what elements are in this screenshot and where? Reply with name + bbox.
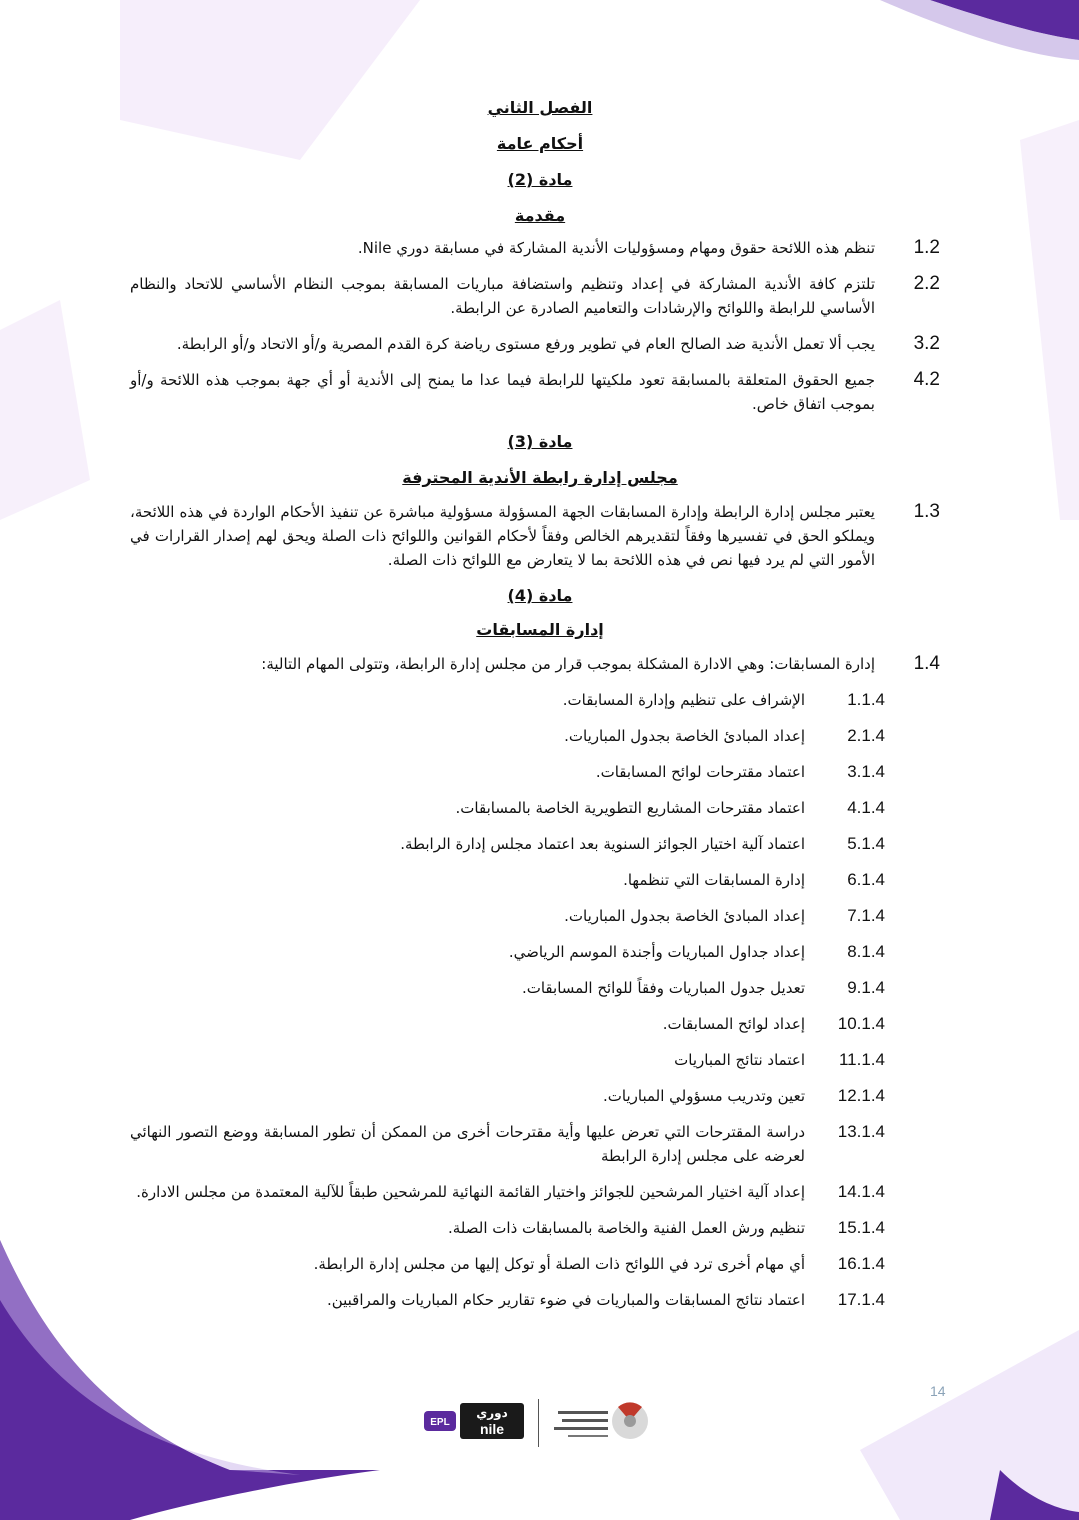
item-number: 7.1.4	[847, 906, 885, 925]
list-item	[125, 1288, 885, 1312]
list-item	[125, 500, 955, 572]
page-number: 14	[930, 1383, 946, 1399]
item-number: 8.1.4	[847, 942, 885, 961]
item-text: إعداد جداول المباريات وأجندة الموسم الرياضي.	[508, 943, 805, 961]
item-text: أي مهام أخرى ترد في اللوائح ذات الصلة أو توكل إليها من مجلس إدارة الرابطة.	[313, 1255, 805, 1273]
item-number: 2.2	[913, 273, 940, 294]
association-logo	[548, 1397, 658, 1447]
list-item	[125, 796, 885, 820]
item-text: اعتماد نتائج المسابقات والمباريات في ضوء تقارير حكام المباريات والمراقبين.	[326, 1291, 805, 1309]
item-number: 1.4	[913, 653, 940, 674]
document-body	[125, 96, 955, 1312]
item-text: اعتماد مقترحات المشاريع التطويرية الخاصة بالمسابقات.	[455, 799, 805, 817]
list-item	[125, 904, 885, 928]
list-item	[125, 688, 885, 712]
item-text: اعتماد مقترحات لوائح المسابقات.	[595, 763, 805, 781]
list-item	[125, 1084, 885, 1108]
league-logo	[420, 1397, 530, 1447]
board-title: مجلس إدارة رابطة الأندية المحترفة	[402, 468, 678, 487]
list-item	[125, 832, 885, 856]
item-number: 1.3	[913, 501, 940, 522]
item-number: 6.1.4	[847, 870, 885, 889]
item-text: يعتبر مجلس إدارة الرابطة وإدارة المسابقات الجهة المسؤولة مسؤولية مباشرة عن تنفيذ الأحكام الواردة في هذه اللائحة، ويملكو الحق في تفسيرها وفقاً لتقديرهم الخالص وفقاً لأحكام القوانين واللوائح ذات الصلة ويحق لهم إصدار القرارات في الأمور التي لم يرد فيها نص في هذه اللائحة بما لا يتعارض مع اللوائح ذات الصلة.	[130, 503, 875, 569]
list-item	[125, 332, 955, 356]
item-number: 14.1.4	[837, 1182, 885, 1201]
list-item	[125, 368, 955, 416]
list-item	[125, 1252, 885, 1276]
list-item	[125, 868, 885, 892]
item-number: 16.1.4	[837, 1254, 885, 1273]
league-badge-text: EPL	[430, 1417, 450, 1428]
item-text: الإشراف على تنظيم وإدارة المسابقات.	[562, 691, 805, 709]
item-text: تنظم هذه اللائحة حقوق ومهام ومسؤوليات الأندية المشاركة في مسابقة دوري Nile.	[357, 239, 875, 257]
item-number: 12.1.4	[837, 1086, 885, 1105]
article-2-list	[125, 236, 955, 416]
article-4-title: مادة (4)	[507, 586, 573, 605]
item-text: يجب ألا تعمل الأندية ضد الصالح العام في تطوير ورفع مستوى رياضة كرة القدم المصرية و/أو الاتحاد و/أو الرابطة.	[176, 335, 875, 353]
list-item	[125, 1012, 885, 1036]
list-item	[125, 236, 955, 260]
league-logo-name: nile	[479, 1421, 505, 1437]
list-item	[125, 272, 955, 320]
competitions-title: إدارة المسابقات	[476, 620, 604, 639]
item-text: إدارة المسابقات التي تنظمها.	[623, 871, 805, 889]
item-number: 1.2	[913, 237, 940, 258]
chapter-title: الفصل الثاني	[487, 98, 593, 117]
item-text: تلتزم كافة الأندية المشاركة في إعداد وتنظيم واستضافة مباريات المسابقة بموجب النظام الأساسي للاتحاد والنظام الأساسي للرابطة واللوائح والإرشادات والتعاميم الصادرة عن الرابطة.	[130, 275, 875, 317]
list-item	[125, 976, 885, 1000]
article-3-list	[125, 500, 955, 572]
item-text: تعين وتدريب مسؤولي المباريات.	[603, 1087, 805, 1105]
list-item	[125, 1180, 885, 1204]
item-text: إعداد المبادئ الخاصة بجدول المباريات.	[564, 907, 805, 925]
item-text: اعتماد آلية اختيار الجوائز السنوية بعد اعتماد مجلس إدارة الرابطة.	[400, 835, 805, 853]
item-number: 13.1.4	[837, 1122, 885, 1141]
item-text: تنظيم ورش العمل الفنية والخاصة بالمسابقات ذات الصلة.	[447, 1219, 805, 1237]
item-text: اعتماد نتائج المباريات	[674, 1051, 805, 1069]
logo-divider	[538, 1399, 539, 1447]
item-number: 5.1.4	[847, 834, 885, 853]
article-3-title: مادة (3)	[507, 432, 573, 451]
article-2-title: مادة (2)	[507, 170, 573, 189]
item-text: إعداد آلية اختيار المرشحين للجوائز واختيار القائمة النهائية للمرشحين طبقاً للآلية المعتمدة من مجلس الادارة.	[136, 1183, 805, 1201]
item-number: 11.1.4	[838, 1050, 885, 1069]
item-number: 10.1.4	[837, 1014, 885, 1033]
item-number: 17.1.4	[837, 1290, 885, 1309]
item-text: إعداد المبادئ الخاصة بجدول المباريات.	[564, 727, 805, 745]
list-item	[125, 1216, 885, 1240]
item-number: 4.2	[913, 369, 940, 390]
general-provisions-title: أحكام عامة	[496, 134, 584, 153]
item-number: 1.1.4	[847, 690, 885, 709]
item-text: إعداد لوائح المسابقات.	[662, 1015, 805, 1033]
list-item	[125, 1120, 885, 1168]
item-text: جميع الحقوق المتعلقة بالمسابقة تعود ملكيتها للرابطة فيما عدا ما يمنح إلى الأندية أو أي جهة بموجب هذه اللائحة و/أو بموجب اتفاق خاص.	[130, 371, 875, 413]
item-number: 9.1.4	[847, 978, 885, 997]
item-number: 3.2	[913, 333, 940, 354]
item-text: تعديل جدول المباريات وفقاً للوائح المسابقات.	[521, 979, 805, 997]
item-text: دراسة المقترحات التي تعرض عليها وأية مقترحات أخرى من الممكن أن تطور المسابقة ووضع التصور النهائي لعرضه على مجلس إدارة الرابطة	[130, 1123, 805, 1165]
article-4-list	[125, 652, 955, 1312]
article-4-sublist	[125, 688, 885, 1312]
list-item	[125, 1048, 885, 1072]
item-number: 15.1.4	[837, 1218, 885, 1237]
item-number: 3.1.4	[847, 762, 885, 781]
item-number: 2.1.4	[847, 726, 885, 745]
list-item	[125, 724, 885, 748]
list-item	[125, 940, 885, 964]
league-logo-arabic: دوري	[476, 1406, 508, 1420]
item-text: إدارة المسابقات: وهي الادارة المشكلة بموجب قرار من مجلس إدارة الرابطة، وتتولى المهام التالية:	[261, 655, 875, 673]
list-item	[125, 652, 955, 676]
footer-logos	[420, 1395, 660, 1450]
list-item	[125, 760, 885, 784]
introduction-title: مقدمة	[514, 206, 566, 225]
item-number: 4.1.4	[847, 798, 885, 817]
